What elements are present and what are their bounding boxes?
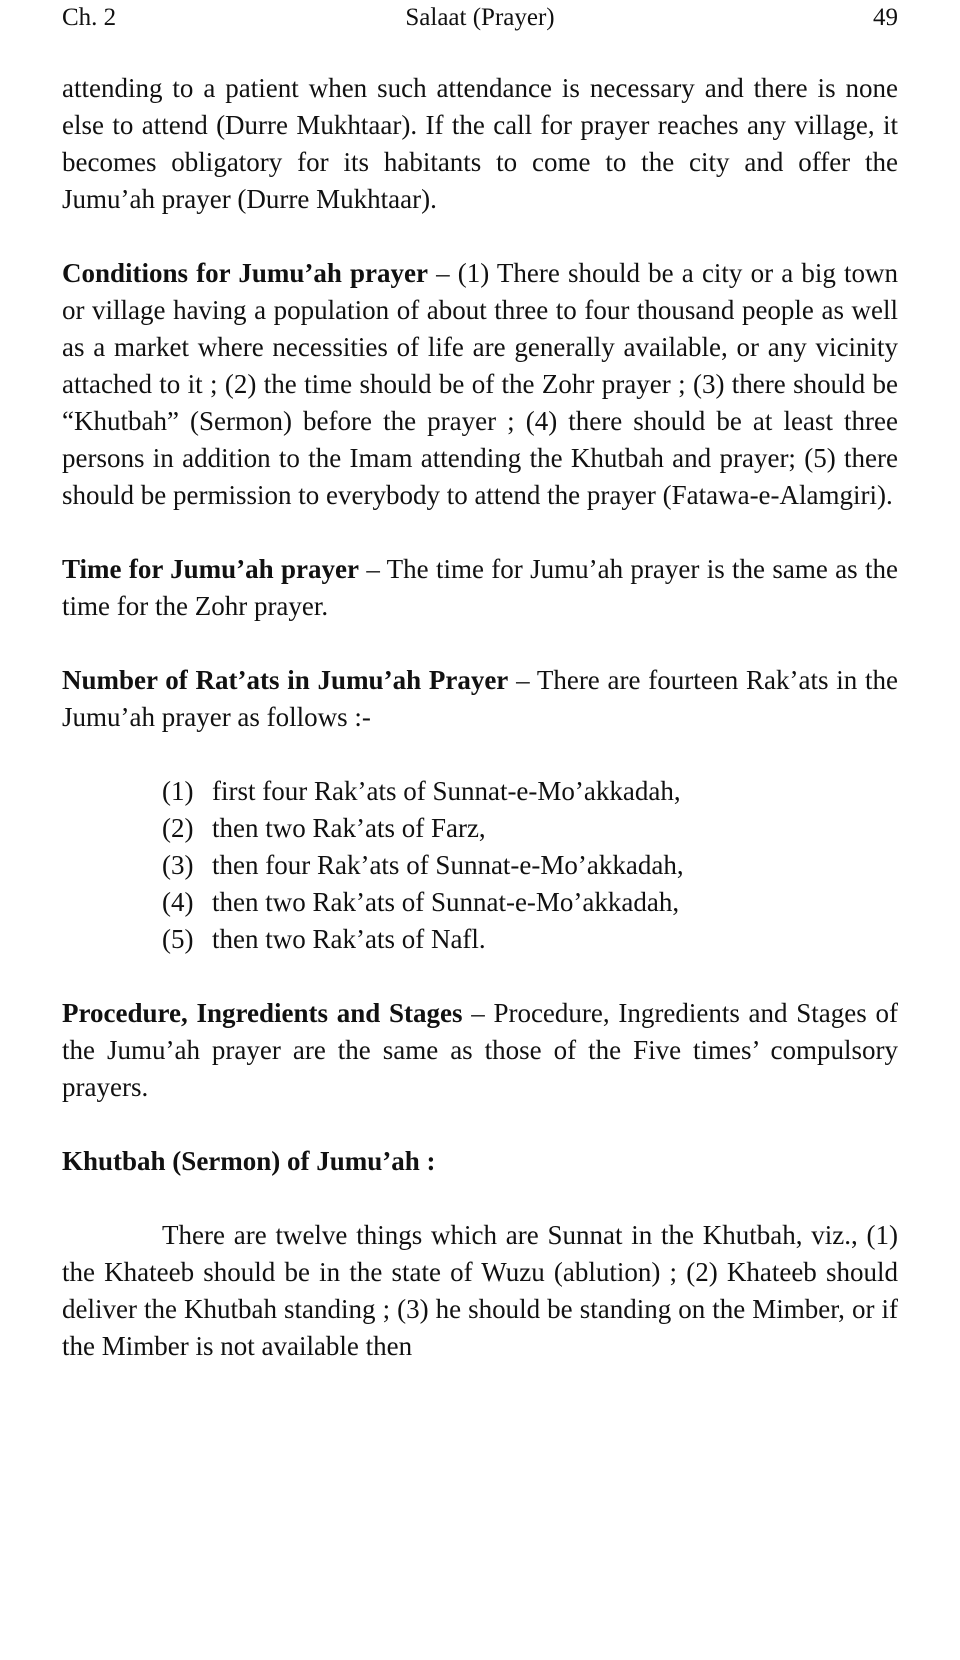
- conditions-separator: –: [427, 258, 458, 288]
- conditions-paragraph: [62, 255, 898, 514]
- rakats-text: There are fourteen Rak’ats in the Jumu’ah prayer as follows :-: [62, 665, 898, 732]
- khutbah-heading-paragraph: [62, 1143, 898, 1180]
- procedure-paragraph: [62, 995, 898, 1106]
- time-heading: Time for Jumu’ah prayer: [62, 554, 359, 584]
- rakats-separator: –: [508, 665, 537, 695]
- time-separator: –: [358, 554, 387, 584]
- procedure-text: Procedure, Ingredients and Stages of the Jumu’ah prayer are the same as those of the Five times’ compulsory prayers.: [62, 998, 898, 1102]
- list-item: [162, 847, 898, 884]
- list-item-number: (4): [162, 887, 194, 917]
- running-title: Salaat (Prayer): [405, 4, 555, 31]
- page-header: [62, 4, 898, 36]
- conditions-text: (1) There should be a city or a big town or village having a population of about three to four thousand people as well as a market where necessities of life are generally available, or any vicinity attached to it ; (2) the time should be of the Zohr prayer ; (3) there should be “Khutbah” (Sermon) before the prayer ; (4) there should be at least three persons in addition to the Imam attending the Khutbah and prayer; (5) there should be permission to everybody to attend the prayer (Fatawa-e-Alamgiri).: [62, 258, 898, 510]
- list-item-text: first four Rak’ats of Sunnat-e-Mo’akkadah,: [212, 776, 681, 806]
- procedure-heading: Procedure, Ingredients and Stages: [62, 998, 463, 1028]
- list-item: [162, 921, 898, 958]
- rakats-list: [162, 773, 898, 958]
- rakats-paragraph: [62, 662, 898, 736]
- page-number: 49: [873, 4, 898, 31]
- time-text: The time for Jumu’ah prayer is the same as the time for the Zohr prayer.: [62, 554, 898, 621]
- list-item-number: (5): [162, 924, 194, 954]
- list-item-text: then two Rak’ats of Farz,: [212, 813, 486, 843]
- procedure-separator: –: [462, 998, 494, 1028]
- khutbah-heading: Khutbah (Sermon) of Jumu’ah :: [62, 1146, 436, 1176]
- chapter-label: Ch. 2: [62, 4, 117, 31]
- list-item-text: then two Rak’ats of Sunnat-e-Mo’akkadah,: [212, 887, 680, 917]
- rakats-heading: Number of Rat’ats in Jumu’ah Prayer: [62, 665, 509, 695]
- time-paragraph: [62, 551, 898, 625]
- list-item-text: then four Rak’ats of Sunnat-e-Mo’akkadah,: [212, 850, 684, 880]
- page-body: [62, 70, 898, 1365]
- list-item: [162, 810, 898, 847]
- list-item: [162, 773, 898, 810]
- list-item: [162, 884, 898, 921]
- intro-paragraph: attending to a patient when such attendance is necessary and there is none else to attend (Durre Mukhtaar). If the call for prayer reaches any village, it becomes obligatory for its habitants to come to the city and offer the Jumu’ah prayer (Durre Mukhtaar).: [62, 73, 898, 214]
- conditions-heading: Conditions for Jumu’ah prayer: [62, 258, 428, 288]
- list-item-number: (1): [162, 776, 194, 806]
- khutbah-paragraph: There are twelve things which are Sunnat in the Khutbah, viz., (1) the Khateeb should be in the state of Wuzu (ablution) ; (2) Khateeb should deliver the Khutbah standing ; (3) he should be standing on the Mimber, or if the Mimber is not available then: [62, 1220, 898, 1361]
- list-item-number: (3): [162, 850, 194, 880]
- list-item-number: (2): [162, 813, 194, 843]
- list-item-text: then two Rak’ats of Nafl.: [212, 924, 486, 954]
